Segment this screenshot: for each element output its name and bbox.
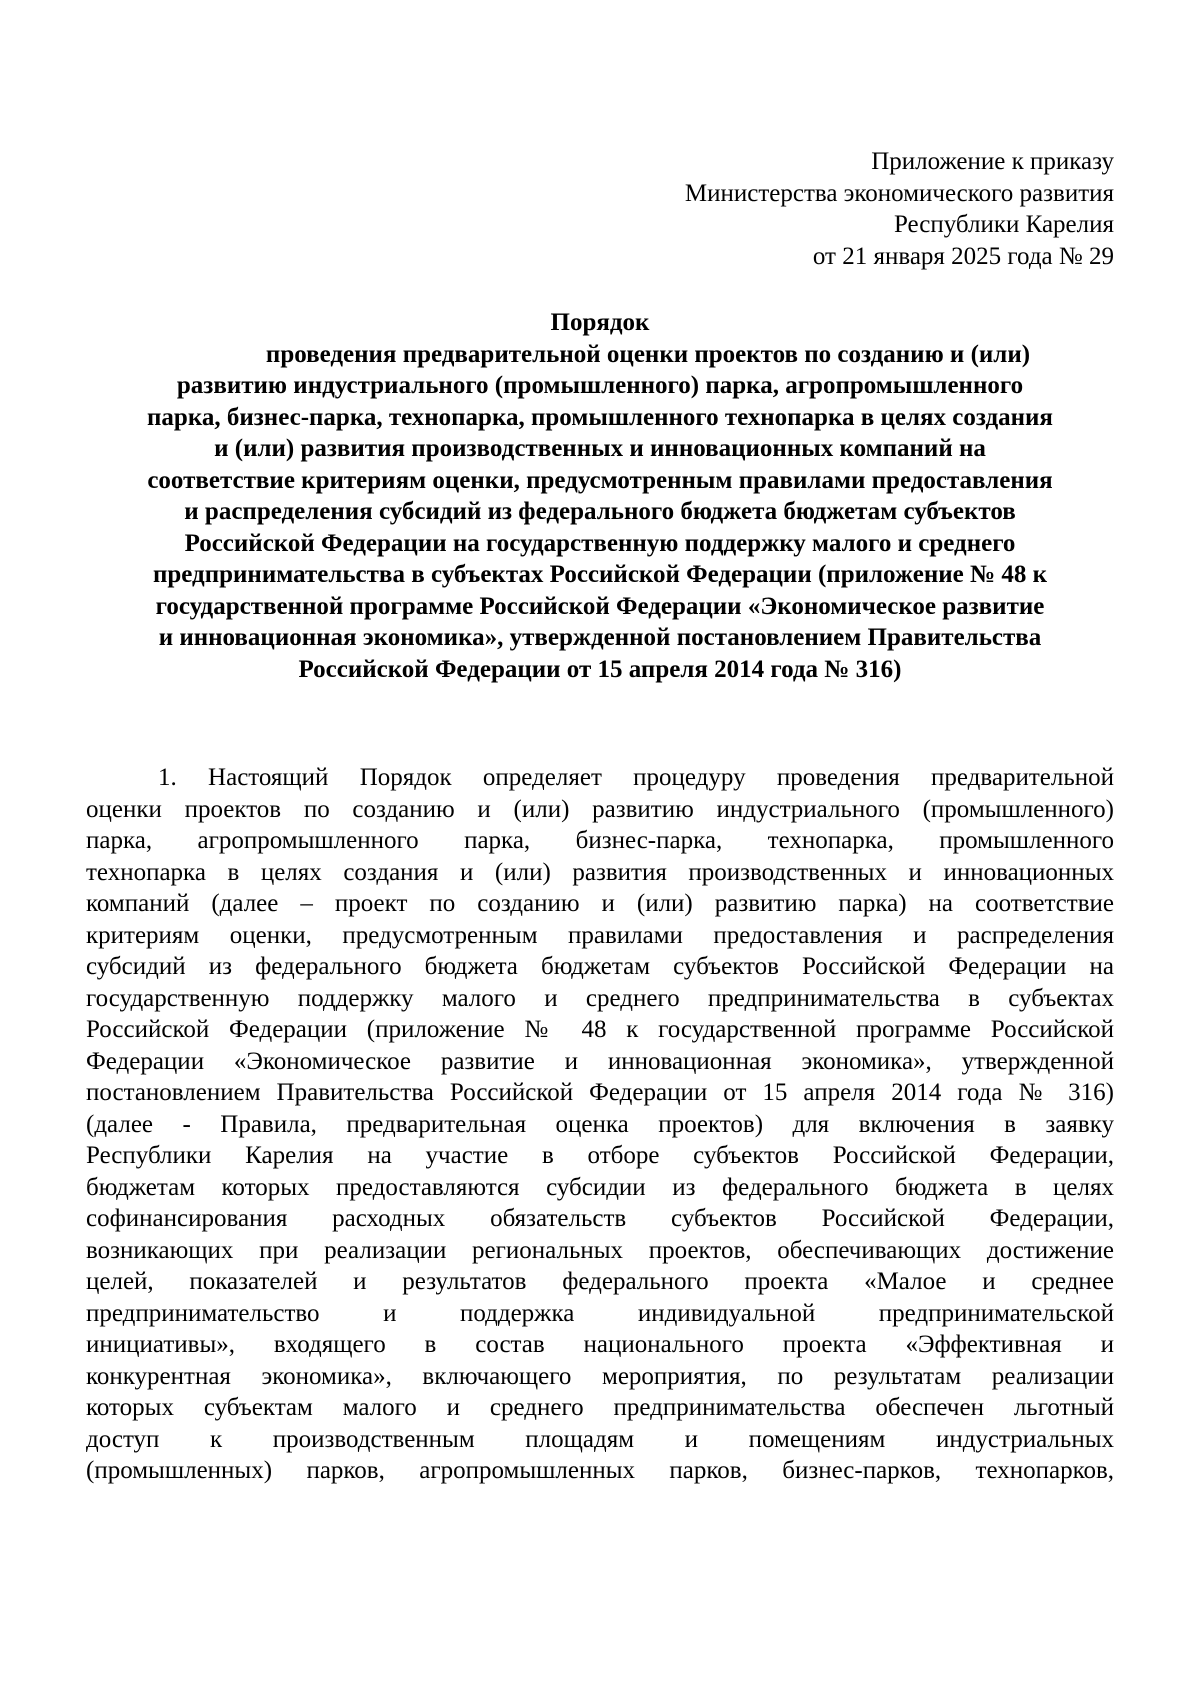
paragraph-line: Федерации «Экономическое развитие и инновационная экономика», утвержденной bbox=[86, 1047, 1114, 1075]
title-line: предпринимательства в субъектах Российской Федерации (приложение № 48 к bbox=[152, 561, 1048, 588]
appendix-reference bbox=[685, 146, 1114, 272]
appendix-line: от 21 января 2025 года № 29 bbox=[812, 242, 1114, 270]
paragraph-line: субсидий из федерального бюджета бюджетам субъектов Российской Федерации на bbox=[86, 953, 1114, 980]
paragraph-line: которых субъектам малого и среднего предпринимательства обеспечен льготный bbox=[86, 1394, 1114, 1421]
title-line: Российской Федерации на государственную поддержку малого и среднего bbox=[184, 529, 1016, 557]
paragraph-line: технопарка в целях создания и (или) развития производственных и инновационных bbox=[86, 858, 1114, 886]
paragraph-line: бюджетам которых предоставляются субсидии из федерального бюджета в целях bbox=[86, 1173, 1114, 1201]
paragraph-line: постановлением Правительства Российской Федерации от 15 апреля 2014 года № 316) bbox=[86, 1079, 1114, 1106]
paragraph-line: инициативы», входящего в состав национального проекта «Эффективная и bbox=[86, 1331, 1114, 1358]
paragraph-line: предпринимательство и поддержка индивидуальной предпринимательской bbox=[86, 1299, 1114, 1327]
paragraph-line: (далее - Правила, предварительная оценка проектов) для включения в заявку bbox=[86, 1110, 1114, 1138]
paragraph-line: 1. Настоящий Порядок определяет процедуру проведения предварительной bbox=[158, 764, 1114, 791]
paragraph-line: возникающих при реализации региональных проектов, обеспечивающих достижение bbox=[86, 1236, 1114, 1264]
paragraph-line: целей, показателей и результатов федерального проекта «Малое и среднее bbox=[86, 1268, 1114, 1295]
title-line: Российской Федерации от 15 апреля 2014 года № 316) bbox=[298, 655, 902, 683]
title-line: парка, бизнес-парка, технопарка, промышленного технопарка в целях создания bbox=[147, 403, 1053, 431]
paragraph-1 bbox=[86, 762, 1114, 1487]
title-line: развитию индустриального (промышленного) парка, агропромышленного bbox=[176, 372, 1024, 399]
paragraph-line: конкурентная экономика», включающего мероприятия, по результатам реализации bbox=[86, 1362, 1114, 1390]
title-line: и инновационная экономика», утвержденной постановлением Правительства bbox=[158, 624, 1042, 651]
title-line: соответствие критериям оценки, предусмотренным правилами предоставления bbox=[147, 466, 1053, 494]
appendix-line: Приложение к приказу bbox=[871, 148, 1114, 175]
paragraph-line: (промышленных) парков, агропромышленных парков, бизнес-парков, технопарков, bbox=[86, 1457, 1114, 1484]
title-line: государственной программе Российской Федерации «Экономическое развитие bbox=[155, 592, 1045, 620]
paragraph-line: доступ к производственным площадям и помещениям индустриальных bbox=[86, 1425, 1114, 1453]
paragraph-line: оценки проектов по созданию и (или) развитию индустриального (промышленного) bbox=[86, 795, 1114, 823]
title-line: и (или) развития производственных и инновационных компаний на bbox=[214, 435, 986, 462]
paragraph-line: компаний (далее – проект по созданию и (или) развитию парка) на соответствие bbox=[86, 890, 1114, 917]
title-line: и распределения субсидий из федерального бюджета бюджетам субъектов bbox=[184, 498, 1016, 525]
paragraph-line: софинансирования расходных обязательств субъектов Российской Федерации, bbox=[86, 1205, 1114, 1232]
paragraph-line: Республики Карелия на участие в отборе субъектов Российской Федерации, bbox=[86, 1142, 1114, 1169]
title-heading: Порядок bbox=[550, 309, 650, 336]
appendix-line: Республики Карелия bbox=[893, 211, 1114, 238]
paragraph-line: Российской Федерации (приложение № 48 к государственной программе Российской bbox=[86, 1016, 1114, 1043]
document-title bbox=[86, 307, 1114, 685]
paragraph-line: критериям оценки, предусмотренным правилами предоставления и распределения bbox=[86, 921, 1114, 949]
paragraph-line: государственную поддержку малого и среднего предпринимательства в субъектах bbox=[86, 984, 1114, 1012]
appendix-line: Министерства экономического развития bbox=[684, 179, 1114, 207]
paragraph-line: парка, агропромышленного парка, бизнес-парка, технопарка, промышленного bbox=[86, 827, 1114, 854]
title-line: проведения предварительной оценки проектов по созданию и (или) bbox=[265, 340, 1031, 368]
